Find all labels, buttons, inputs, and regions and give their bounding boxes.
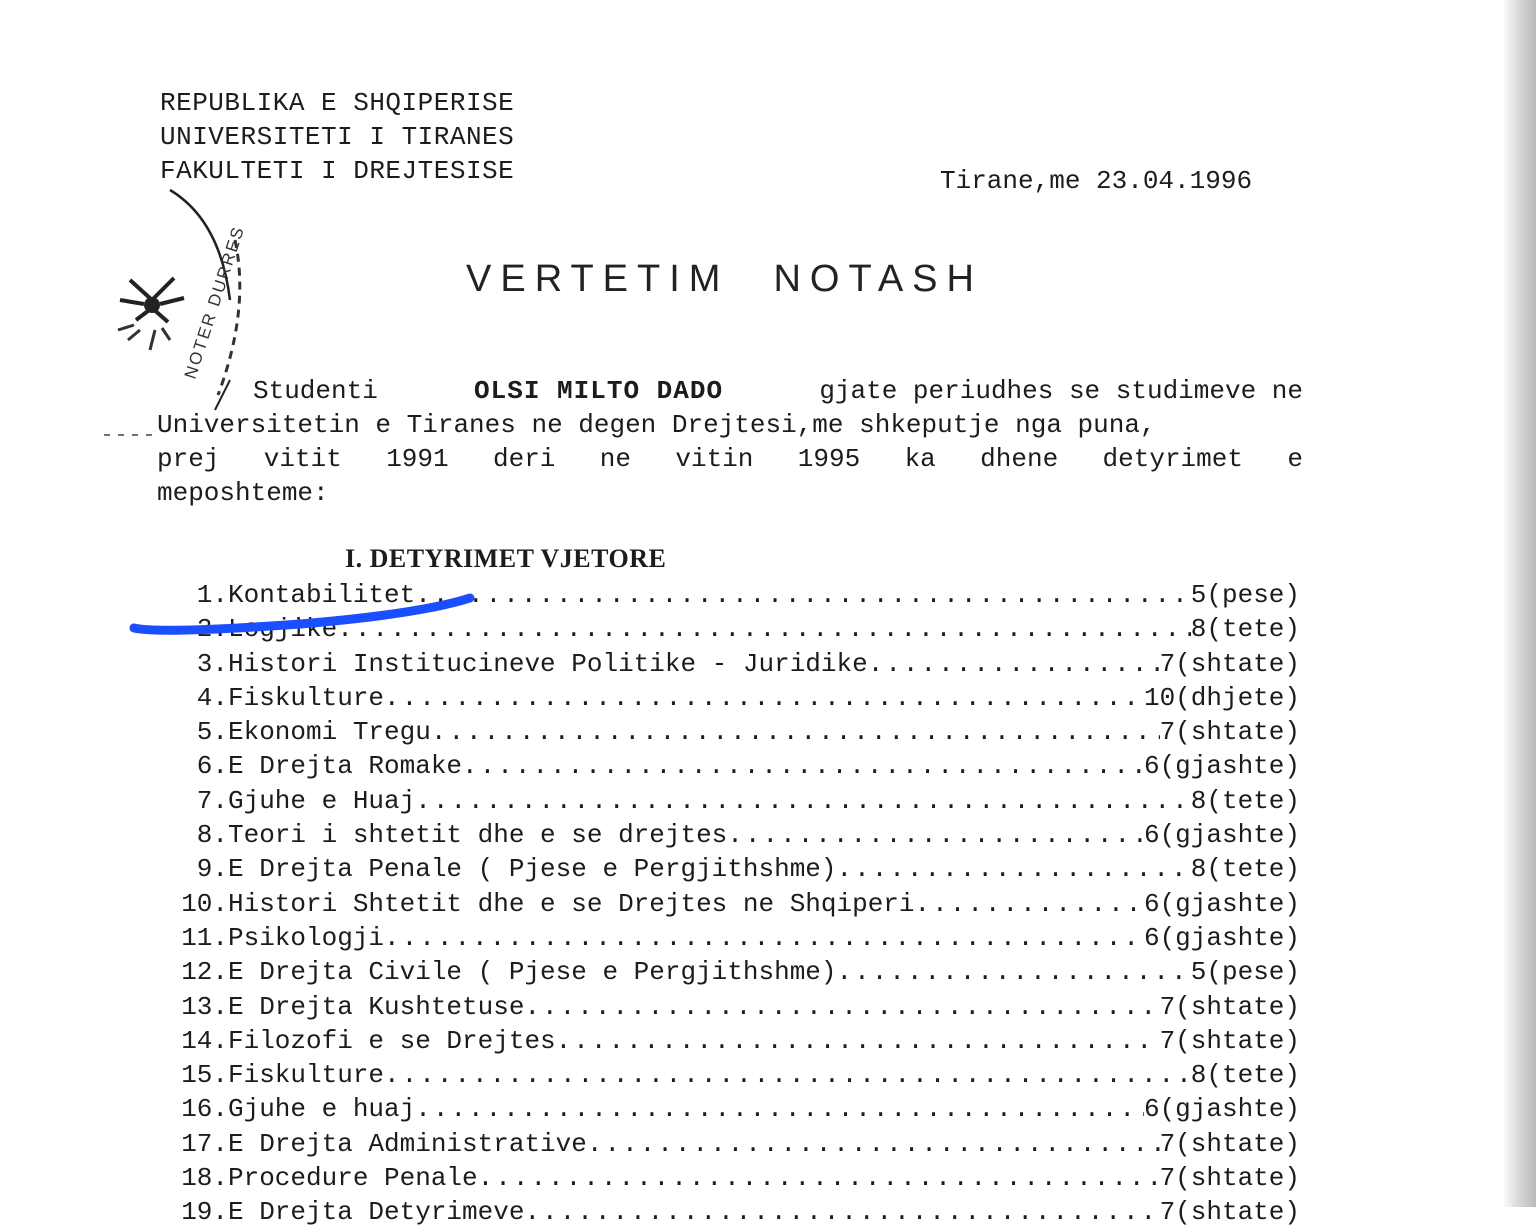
subject-number: 11. (181, 922, 228, 953)
leader-dots (727, 820, 1144, 850)
subject-number: 5. (196, 717, 228, 748)
subject-name: Psikologji (228, 922, 385, 953)
intro-word: prej (157, 444, 220, 474)
leader-dots (524, 992, 1159, 1022)
subject-number: 9. (196, 854, 228, 885)
list-item (160, 1129, 1300, 1163)
leader-dots (556, 1026, 1160, 1056)
subject-name: Histori Institucineve Politike - Juridike (228, 648, 868, 679)
subject-name: E Drejta Penale ( Pjese e Pergjithshme) (228, 854, 837, 885)
list-item (160, 614, 1300, 648)
subject-grade: 7(shtate) (1159, 1163, 1300, 1194)
list-item (160, 717, 1300, 751)
intro-line-2: Universitetin e Tiranes ne degen Drejtesi,me shkeputje nga puna, (157, 410, 1156, 440)
intro-word: ne (599, 444, 631, 474)
subject-number: 12. (181, 957, 228, 988)
leader-dots (415, 580, 1191, 610)
subject-grade: 8(tete) (1190, 785, 1300, 816)
subject-grade: 7(shtate) (1159, 717, 1300, 748)
subject-name: E Drejta Detyrimeve (228, 1197, 525, 1228)
student-name: OLSI MILTO DADO (474, 376, 724, 406)
subject-number: 1. (196, 580, 228, 610)
subject-name: Filozofi e se Drejtes (228, 1025, 556, 1056)
leader-dots (462, 751, 1144, 781)
subject-name: E Drejta Kushtetuse (228, 991, 525, 1022)
document-title (466, 258, 983, 301)
leader-dots (868, 649, 1160, 679)
subject-number: 14. (181, 1025, 228, 1056)
subject-name: Gjuhe e Huaj (228, 785, 416, 816)
institution-header (160, 86, 514, 188)
section-title: I. DETYRIMET VJETORE (345, 544, 667, 573)
list-item (160, 751, 1300, 785)
subject-name: Kontabilitet (228, 580, 416, 610)
subject-name: Teori i shtetit dhe e se drejtes (228, 820, 728, 851)
subject-name: E Drejta Civile ( Pjese e Pergjithshme) (228, 957, 837, 988)
list-item (160, 649, 1300, 683)
subject-grade: 8(tete) (1190, 614, 1300, 645)
title-word-vertetim: VERTETIM (466, 258, 730, 300)
intro-word: e (1287, 444, 1303, 474)
list-item (160, 923, 1300, 957)
list-item (160, 1197, 1300, 1231)
leader-dots (415, 786, 1191, 816)
leader-dots (915, 889, 1144, 919)
page-edge-shadow (1504, 0, 1536, 1207)
subject-grade: 8(tete) (1190, 854, 1300, 885)
stamp-emblem-icon (118, 278, 184, 350)
intro-word: 1995 (797, 444, 861, 474)
subjects-list (160, 580, 1300, 1232)
subject-grade: 6(gjashte) (1143, 922, 1300, 953)
list-item (160, 957, 1300, 991)
subject-number: 6. (196, 751, 228, 782)
list-item (160, 580, 1300, 614)
intro-suffix: gjate periudhes se studimeve ne (819, 376, 1303, 406)
list-item (160, 820, 1300, 854)
subject-number: 2. (196, 614, 228, 645)
leader-dots (587, 1129, 1160, 1159)
intro-word: vitin (675, 444, 754, 474)
subject-grade: 5(pese) (1190, 580, 1300, 610)
leader-dots (384, 1060, 1191, 1090)
intro-prefix: Studenti (253, 376, 378, 406)
subject-name: Histori Shtetit dhe e se Drejtes ne Shqiperi (228, 888, 915, 919)
list-item (160, 683, 1300, 717)
subject-grade: 7(shtate) (1159, 1197, 1300, 1228)
header-university: UNIVERSITETI I TIRANES (160, 122, 515, 152)
subject-number: 18. (181, 1163, 228, 1194)
subject-grade: 6(gjashte) (1143, 751, 1300, 782)
leader-dots (384, 923, 1144, 953)
intro-word: 1991 (386, 444, 449, 474)
subject-name: Fiskulture (228, 1060, 385, 1091)
subject-grade: 7(shtate) (1159, 1128, 1300, 1159)
leader-dots (837, 957, 1191, 987)
intro-line-4: meposhteme: (157, 478, 329, 508)
subject-number: 7. (196, 785, 228, 816)
leader-dots (415, 1094, 1144, 1124)
subject-grade: 6(gjashte) (1143, 820, 1300, 851)
subject-name: E Drejta Romake (228, 751, 463, 782)
subject-number: 4. (196, 682, 228, 713)
leader-dots (524, 1197, 1159, 1227)
subject-number: 15. (181, 1060, 228, 1091)
subject-grade: 10(dhjete) (1143, 682, 1300, 713)
subject-grade: 7(shtate) (1159, 1025, 1300, 1056)
list-item (160, 854, 1300, 888)
header-faculty: FAKULTETI I DREJTESISE (160, 156, 515, 186)
subject-grade: 5(pese) (1190, 957, 1300, 988)
intro-word: dhene (980, 444, 1059, 474)
subject-grade: 6(gjashte) (1143, 888, 1300, 919)
leader-dots (337, 614, 1191, 644)
header-republic: REPUBLIKA E SHQIPERISE (160, 88, 515, 118)
subject-number: 10. (181, 888, 228, 919)
subject-name: Procedure Penale (228, 1163, 478, 1194)
subject-number: 16. (181, 1094, 228, 1125)
subject-name: Fiskulture (228, 682, 385, 713)
leader-dots (837, 854, 1191, 884)
list-item (160, 786, 1300, 820)
stamp-text: NOTER DURRES (180, 223, 249, 382)
intro-word: vitit (263, 444, 342, 474)
subject-name: Ekonomi Tregu (228, 717, 431, 748)
subject-grade: 7(shtate) (1159, 648, 1300, 679)
intro-word: detyrimet (1102, 444, 1243, 474)
document-date: Tirane,me 23.04.1996 (940, 166, 1253, 196)
list-item (160, 889, 1300, 923)
list-item (160, 1163, 1300, 1197)
subject-name: Gjuhe e huaj (228, 1094, 416, 1125)
subject-name: E Drejta Administrative (228, 1128, 587, 1159)
intro-paragraph (157, 374, 1303, 510)
subject-number: 19. (181, 1197, 228, 1228)
subject-name: Logjike (228, 614, 338, 645)
intro-word: deri (492, 444, 556, 474)
subject-number: 17. (181, 1128, 228, 1159)
leader-dots (431, 717, 1160, 747)
list-item (160, 992, 1300, 1026)
subject-number: 8. (196, 820, 228, 851)
subject-grade: 8(tete) (1190, 1060, 1300, 1091)
list-item (160, 1026, 1300, 1060)
subject-grade: 7(shtate) (1159, 991, 1300, 1022)
leader-dots (478, 1163, 1160, 1193)
subject-grade: 6(gjashte) (1143, 1094, 1300, 1125)
leader-dots (384, 683, 1144, 713)
intro-line-1 (157, 374, 1303, 408)
list-item (160, 1060, 1300, 1094)
intro-word: ka (904, 444, 936, 474)
intro-line-3 (157, 442, 1303, 476)
list-item (160, 1094, 1300, 1128)
title-word-notash: NOTASH (773, 258, 983, 300)
subject-number: 3. (196, 648, 228, 679)
subject-number: 13. (181, 991, 228, 1022)
